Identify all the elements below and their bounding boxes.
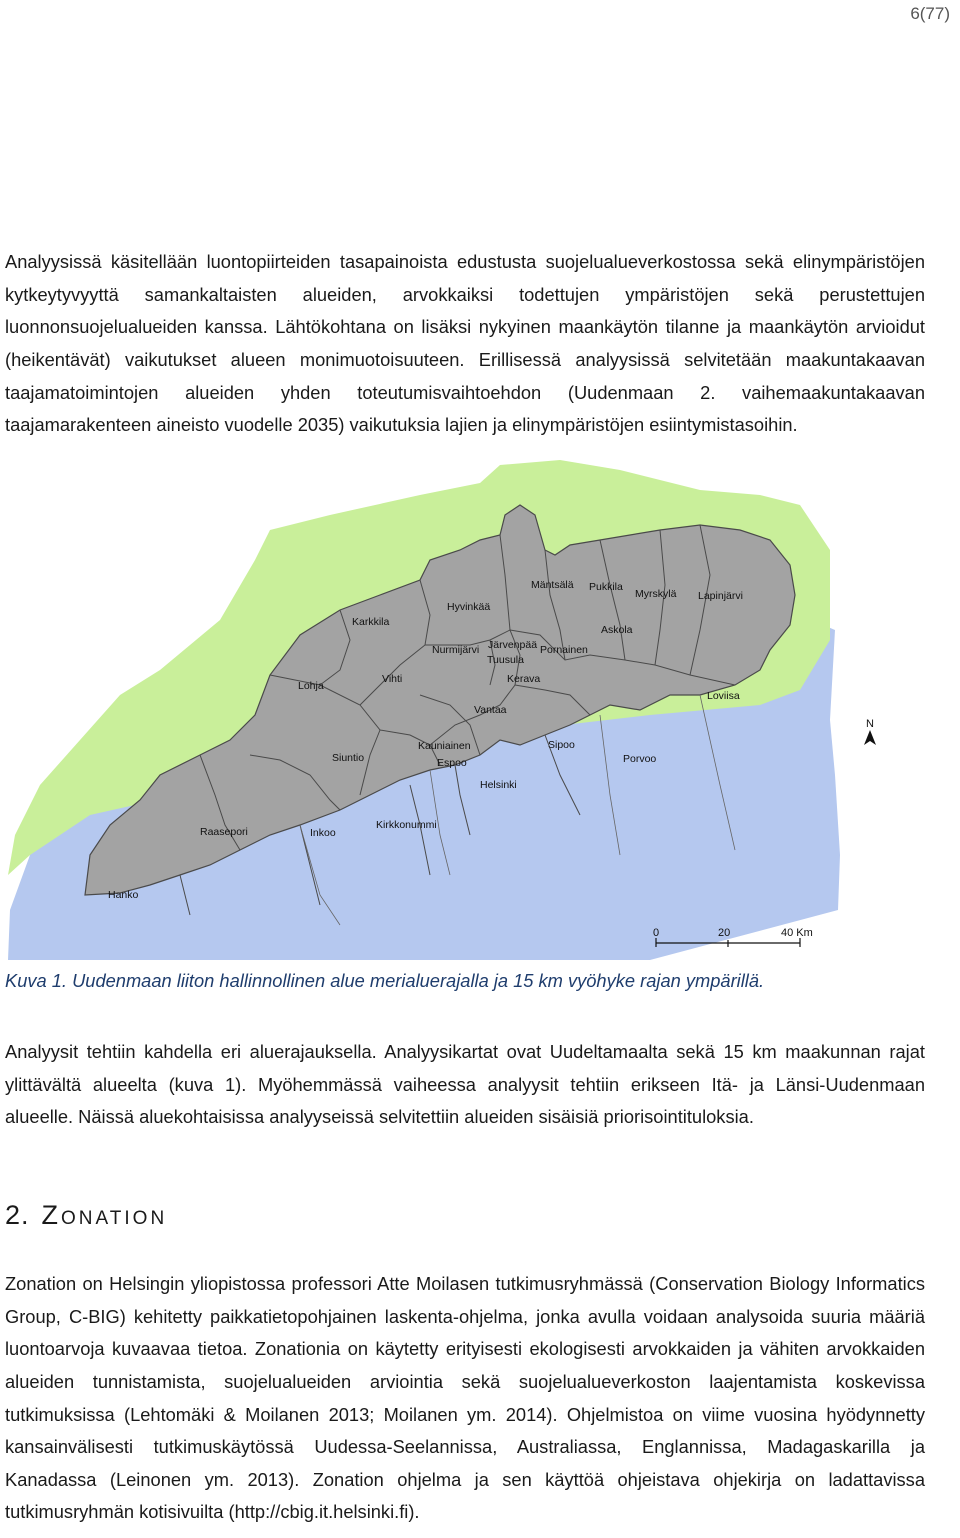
label-hyvinkaa: Hyvinkää	[447, 601, 491, 613]
label-espoo: Espoo	[437, 757, 467, 769]
section-heading	[5, 1200, 167, 1231]
label-helsinki: Helsinki	[480, 779, 517, 791]
section-number: 2.	[5, 1200, 30, 1230]
zonation-paragraph: Zonation on Helsingin yliopistossa professori Atte Moilasen tutkimusryhmässä (Conservation Biology Informatics Group, C-BIG) kehitetty paikkatietopohjainen laskenta-ohjelma, jonka avulla voidaan analysoida suuria määriä luontoarvoja kuvaavaa tietoa. Zonationia on käytetty erityisesti ekologisesti arvokkaiden ja vähiten arvokkaiden alueiden tunnistamista, suojelualueiden arviointia sekä suojelualueverkoston laajentamista koskevissa tutkimuksissa (Lehtomäki & Moilanen 2013; Moilanen ym. 2014). Ohjelmistoa on viime vuosina hyödynnetty kansainvälisesti tutkimuskäytössä Uudessa-Seelannissa, Australiassa, Englannissa, Madagaskarilla ja Kanadassa (Leinonen ym. 2013). Zonation ohjelma ja sen käyttöä ohjeistava ohjekirja on ladattavissa tutkimusryhmän kotisivuilta (http://cbig.it.helsinki.fi).	[5, 1273, 925, 1523]
scale-tick-0: 0	[653, 927, 660, 939]
label-loviisa: Loviisa	[707, 690, 740, 702]
label-jarvenpaa: Järvenpää	[488, 639, 538, 651]
label-raasepori: Raasepori	[200, 826, 248, 838]
label-askola: Askola	[601, 624, 633, 636]
figure-caption: Kuva 1. Uudenmaan liiton hallinnollinen alue merialuerajalla ja 15 km vyöhyke rajan ympärillä.	[5, 970, 765, 991]
north-arrow-icon	[864, 730, 876, 745]
label-kerava: Kerava	[507, 673, 541, 685]
label-karkkila: Karkkila	[352, 616, 390, 628]
scale-tick-40: 40 Km	[781, 927, 813, 939]
label-tuusula: Tuusula	[487, 654, 524, 666]
label-pukkila: Pukkila	[589, 581, 623, 593]
label-hanko: Hanko	[108, 889, 139, 901]
label-lapinjarvi: Lapinjärvi	[698, 590, 743, 602]
label-lohja: Lohja	[298, 680, 324, 692]
label-sipoo: Sipoo	[548, 739, 575, 751]
label-pornainen: Pornainen	[540, 644, 588, 656]
label-mantsala: Mäntsälä	[531, 579, 574, 591]
intro-paragraph: Analyysissä käsitellään luontopiirteiden tasapainoista edustusta suojelualueverkostossa sekä elinympäristöjen kytkeytyvyyttä samankaltaisten alueiden, arvokkaiksi todettujen ympäristöjen sekä perustettujen luonnonsuojelualueiden kanssa. Lähtökohtana on lisäksi nykyinen maankäytön tilanne ja maankäytön arvioidut (heikentävät) vaikutukset alueen monimuotoisuuteen. Erillisessä analyysissä selvitetään maakuntakaavan taajamatoimintojen alueiden yhden toteutumisvaihtoehdon (Uudenmaan 2. vaihemaakuntakaavan taajamarakenteen aineisto vuodelle 2035) vaikutuksia lajien ja elinympäristöjen esiintymistasoihin.	[5, 251, 925, 436]
label-vantaa: Vantaa	[474, 704, 507, 716]
north-arrow	[864, 718, 876, 745]
section-title: Zonation	[41, 1200, 168, 1230]
label-porvoo: Porvoo	[623, 753, 657, 765]
label-siuntio: Siuntio	[332, 752, 365, 764]
analysis-paragraph: Analyysit tehtiin kahdella eri aluerajauksella. Analyysikartat ovat Uudeltamaalta sekä 15 km maakunnan rajat ylittävältä alueelta (kuva 1). Myöhemmässä vaiheessa analyysit tehtiin erikseen Itä- ja Länsi-Uudenmaan alueelle. Näissä aluekohtaisissa analyyseissä selvitettiin alueiden sisäisiä priorisointituloksia.	[5, 1041, 925, 1128]
label-inkoo: Inkoo	[310, 827, 336, 839]
label-kirkkonummi: Kirkkonummi	[376, 819, 437, 831]
label-kauniainen: Kauniainen	[418, 740, 471, 752]
uusimaa-map	[0, 455, 960, 965]
uusimaa-map-figure	[0, 455, 960, 965]
label-vihti: Vihti	[382, 673, 403, 685]
label-myrskyla: Myrskylä	[635, 588, 677, 600]
scale-tick-20: 20	[718, 927, 731, 939]
north-label: N	[866, 718, 874, 730]
label-nurmijarvi: Nurmijärvi	[432, 644, 480, 656]
page-number: 6(77)	[910, 4, 950, 23]
